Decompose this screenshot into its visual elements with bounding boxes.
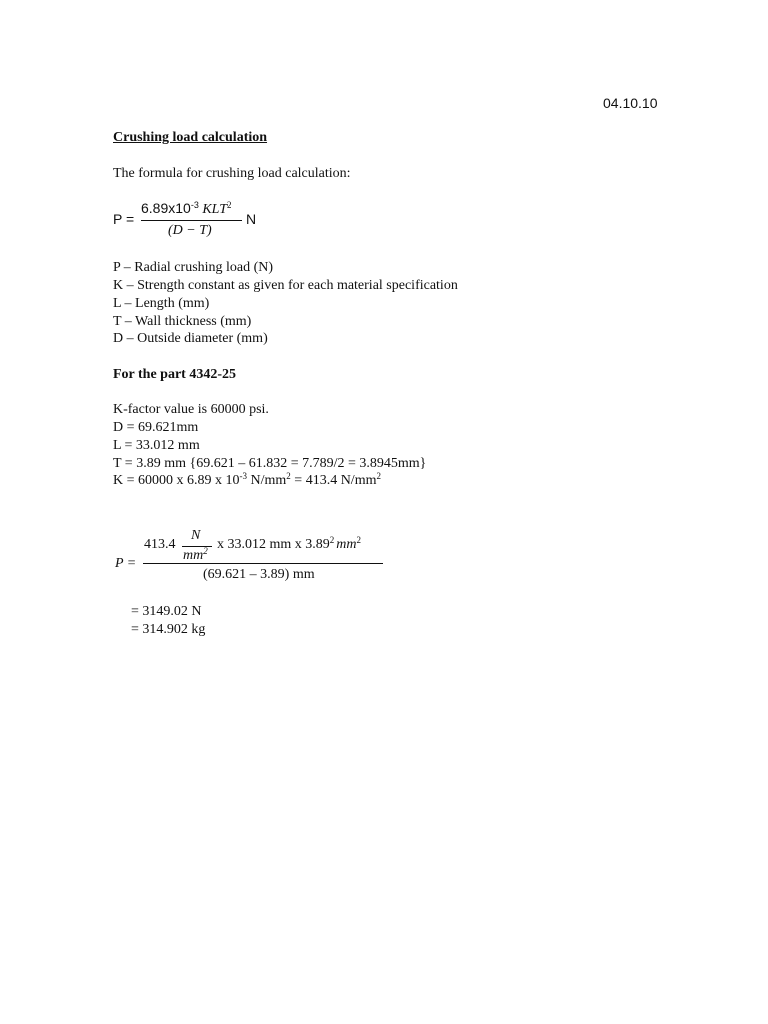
k-value-line — [113, 473, 381, 489]
formula1-fraction-bar — [141, 220, 242, 221]
formula1-lhs: P = — [113, 211, 135, 227]
k-value-result-exp: 2 — [376, 471, 381, 481]
formula2-fraction-bar — [143, 563, 383, 564]
formula1-vars: KLT — [202, 202, 227, 217]
result-line: = 3149.02 N — [131, 604, 202, 619]
intro-text: The formula for crushing load calculation: — [113, 166, 351, 181]
k-value-part: K = 60000 x 6.89 x 10 — [113, 473, 240, 488]
d-value-line: D = 69.621mm — [113, 420, 199, 435]
definition-item: K – Strength constant as given for each material specification — [113, 278, 458, 293]
formula1-vars-exp: 2 — [226, 200, 232, 210]
formula1-denominator: (D − T) — [168, 223, 212, 238]
document-date: 04.10.10 — [603, 95, 658, 111]
formula2-coef: 413.4 — [144, 537, 176, 552]
formula1-numerator — [141, 200, 231, 218]
definition-item: P – Radial crushing load (N) — [113, 260, 274, 275]
result-line: = 314.902 kg — [131, 622, 206, 637]
definition-item: L – Length (mm) — [113, 296, 210, 311]
definition-item: T – Wall thickness (mm) — [113, 314, 252, 329]
formula2-mid-exp: 2 — [329, 535, 335, 545]
formula1-coef: 6.89x10 — [141, 200, 191, 216]
part-heading: For the part 4342-25 — [113, 367, 236, 382]
definition-item: D – Outside diameter (mm) — [113, 331, 268, 346]
formula2-inner-num: N — [191, 528, 201, 543]
formula2-inner-den — [183, 548, 208, 564]
formula2-mm: mm — [336, 537, 357, 552]
k-value-unit: N/mm — [247, 473, 287, 488]
t-value-line: T = 3.89 mm {69.621 – 61.832 = 7.789/2 = 3.8945mm} — [113, 456, 427, 471]
formula2-inner-den-unit: mm — [183, 548, 204, 563]
formula2-multiplier — [217, 537, 361, 553]
formula2-lhs: P = — [115, 556, 137, 571]
k-value-unit-exp: 2 — [286, 471, 291, 481]
formula1-unit: N — [246, 211, 257, 227]
formula2-inner-den-exp: 2 — [203, 546, 208, 556]
page-title: Crushing load calculation — [113, 130, 268, 145]
formula2-denominator: (69.621 – 3.89) mm — [203, 567, 315, 582]
formula2-mid: x 33.012 mm x 3.89 — [217, 537, 330, 552]
k-factor-line: K-factor value is 60000 psi. — [113, 402, 269, 417]
l-value-line: L = 33.012 mm — [113, 438, 200, 453]
k-value-result: = 413.4 N/mm — [290, 473, 377, 488]
formula2-mm-exp: 2 — [356, 535, 362, 545]
formula1-coef-exp: -3 — [190, 200, 199, 210]
k-value-exp: -3 — [239, 471, 248, 481]
